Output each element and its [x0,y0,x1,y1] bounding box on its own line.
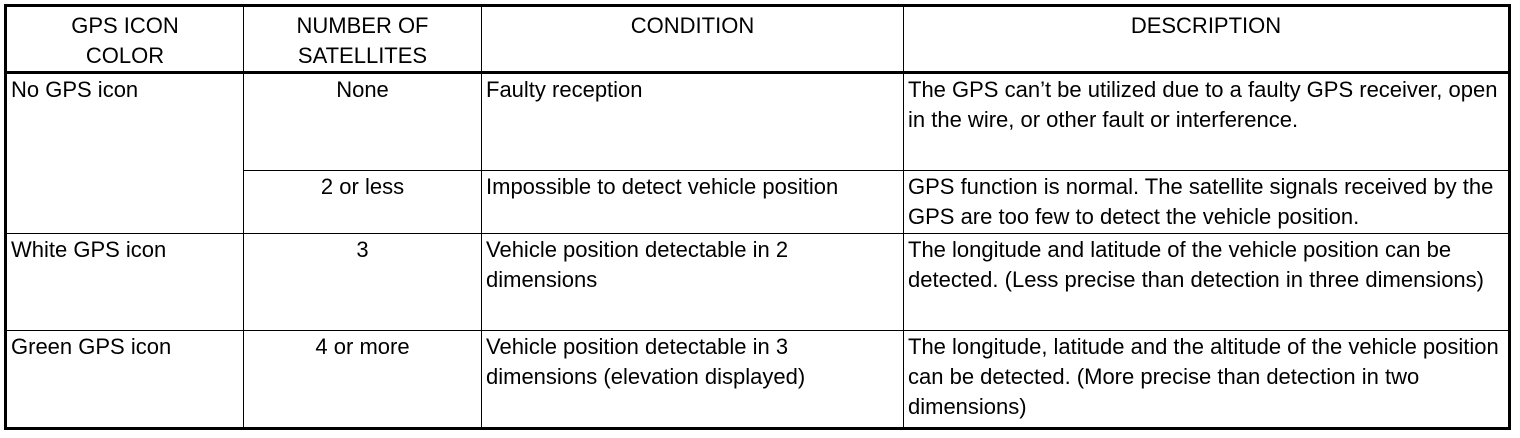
header-number-of-satellites [244,6,482,73]
cell-satellites: 3 [244,233,482,331]
gps-status-table-container [4,4,1508,430]
header-gps-icon-color-line2: COLOR [85,43,165,68]
cell-satellites: 2 or less [244,170,482,233]
header-gps-icon-color-line1: GPS ICON [71,13,179,38]
cell-condition: Faulty reception [482,73,904,171]
table-row [6,73,1510,171]
cell-satellites: 4 or more [244,331,482,429]
table-row [6,233,1510,331]
cell-condition: Vehicle position detectable in 2 dimensions [482,233,904,331]
table-row [6,331,1510,429]
cell-satellites: None [244,73,482,171]
cell-icon-color: Green GPS icon [6,331,244,429]
header-description: DESCRIPTION [904,6,1510,73]
gps-status-table [4,4,1511,430]
header-gps-icon-color [6,6,244,73]
header-satellites-line2: SATELLITES [297,43,428,68]
header-condition: CONDITION [482,6,904,73]
cell-icon-color: No GPS icon [6,73,244,234]
table-header-row [6,6,1510,73]
cell-condition: Vehicle position detectable in 3 dimensions (elevation displayed) [482,331,904,429]
cell-description: The GPS can’t be utilized due to a faulty GPS receiver, open in the wire, or other fault or interference. [904,73,1510,171]
cell-description: GPS function is normal. The satellite signals received by the GPS are too few to detect the vehicle position. [904,170,1510,233]
header-satellites-line1: NUMBER OF [296,13,429,38]
cell-description: The longitude and latitude of the vehicle position can be detected. (Less precise than detection in three dimensions) [904,233,1510,331]
cell-icon-color: White GPS icon [6,233,244,331]
cell-description: The longitude, latitude and the altitude of the vehicle position can be detected. (More precise than detection in two dimensions) [904,331,1510,429]
cell-condition: Impossible to detect vehicle position [482,170,904,233]
